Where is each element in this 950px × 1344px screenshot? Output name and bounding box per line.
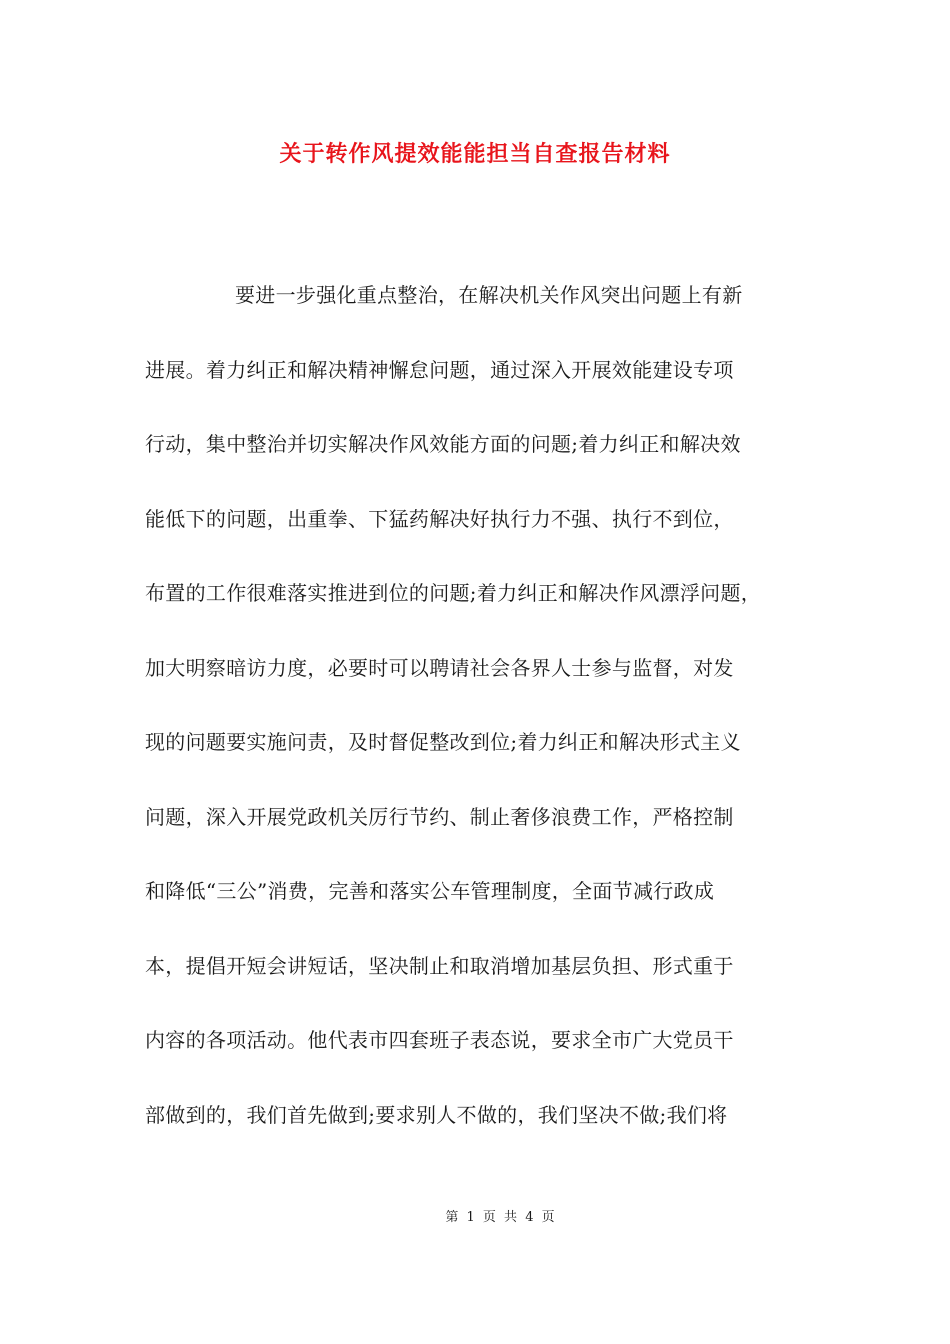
- body-line: 内容的各项活动。他代表市四套班子表态说，要求全市广大党员干: [145, 1028, 734, 1052]
- page-number-footer: 第 1 页 共 4 页: [445, 1210, 555, 1225]
- body-line: 要进一步强化重点整治，在解决机关作风突出问题上有新: [235, 283, 743, 307]
- body-line: 和降低“三公”消费，完善和落实公车管理制度，全面节减行政成: [145, 879, 715, 903]
- document-title: 关于转作风提效能能担当自查报告材料: [279, 141, 671, 167]
- document-body: [145, 272, 810, 1166]
- body-line: 进展。着力纠正和解决精神懈怠问题，通过深入开展效能建设专项: [145, 357, 734, 382]
- body-line: 行动，集中整治并切实解决作风效能方面的问题;着力纠正和解决效: [145, 432, 741, 456]
- body-line: 部做到的，我们首先做到;要求别人不做的，我们坚决不做;我们将: [145, 1102, 728, 1127]
- body-line: 加大明察暗访力度，必要时可以聘请社会各界人士参与监督，对发: [145, 655, 734, 680]
- body-line: 问题，深入开展党政机关厉行节约、制止奢侈浪费工作，严格控制: [145, 804, 734, 829]
- body-line: 本，提倡开短会讲短话，坚决制止和取消增加基层负担、形式重于: [145, 953, 734, 978]
- body-line: 能低下的问题，出重拳、下猛药解决好执行力不强、执行不到位，: [145, 506, 734, 531]
- body-line: 现的问题要实施问责，及时督促整改到位;着力纠正和解决形式主义: [145, 730, 741, 754]
- body-line: 布置的工作很难落实推进到位的问题;着力纠正和解决作风漂浮问题，: [145, 581, 762, 605]
